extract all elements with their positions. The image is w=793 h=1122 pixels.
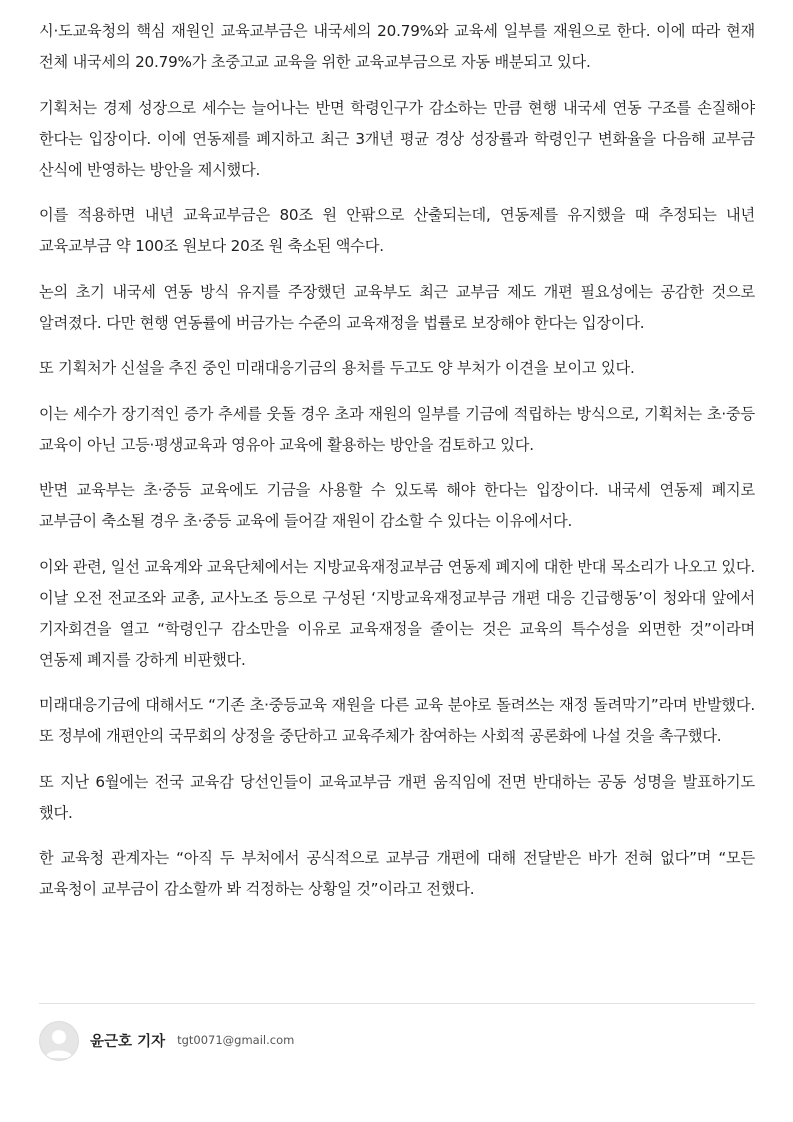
byline-divider <box>39 1003 755 1004</box>
article-paragraph: 시·도교육청의 핵심 재원인 교육교부금은 내국세의 20.79%와 교육세 일부를 재원으로 한다. 이에 따라 현재 전체 내국세의 20.79%가 초중고교 교육을 위한 교육교부금으로 자동 배분되고 있다. <box>39 22 755 71</box>
article-paragraph: 이를 적용하면 내년 교육교부금은 80조 원 안팎으로 산출되는데, 연동제를 유지했을 때 추정되는 내년 교육교부금 약 100조 원보다 20조 원 축소된 액수다. <box>39 206 755 255</box>
article-paragraph: 또 기획처가 신설을 추진 중인 미래대응기금의 용처를 두고도 양 부처가 이견을 보이고 있다. <box>39 359 635 377</box>
article-body <box>39 16 755 920</box>
article-paragraph: 이는 세수가 장기적인 증가 추세를 웃돌 경우 초과 재원의 일부를 기금에 적립하는 방식으로, 기획처는 초·중등 교육이 아닌 고등·평생교육과 영유아 교육에 활용하는 방안을 검토하고 있다. <box>39 404 755 454</box>
article-paragraph: 또 지난 6월에는 전국 교육감 당선인들이 교육교부금 개편 움직임에 전면 반대하는 공동 성명을 발표하기도 했다. <box>39 772 755 822</box>
article-paragraph: 한 교육청 관계자는 “아직 두 부처에서 공식적으로 교부금 개편에 대해 전달받은 바가 전혀 없다”며 “모든 교육청이 교부금이 감소할까 봐 걱정하는 상황일 것”이라고 전했다. <box>39 849 755 898</box>
reporter-name[interactable]: 윤근호 기자 <box>90 1033 166 1050</box>
article-paragraph: 반면 교육부는 초·중등 교육에도 기금을 사용할 수 있도록 해야 한다는 입장이다. 내국세 연동제 폐지로 교부금이 축소될 경우 초·중등 교육에 들어갈 재원이 감소할 수 있다는 이유에서다. <box>39 481 755 530</box>
article-paragraph: 미래대응기금에 대해서도 “기존 초·중등교육 재원을 다른 교육 분야로 돌려쓰는 재정 돌려막기”라며 반발했다. 또 정부에 개편안의 국무회의 상정을 중단하고 교육주체가 참여하는 사회적 공론화에 나설 것을 촉구했다. <box>39 696 755 745</box>
article-paragraph: 기획처는 경제 성장으로 세수는 늘어나는 반면 학령인구가 감소하는 만큼 현행 내국세 연동 구조를 손질해야 한다는 입장이다. 이에 연동제를 폐지하고 최근 3개년 평균 경상 성장률과 학령인구 변화율을 다음해 교부금 산식에 반영하는 방안을 제시했다. <box>39 98 755 179</box>
article-paragraph: 논의 초기 내국세 연동 방식 유지를 주장했던 교육부도 최근 교부금 제도 개편 필요성에는 공감한 것으로 알려졌다. 다만 현행 연동률에 버금가는 수준의 교육재정을 법률로 보장해야 한다는 입장이다. <box>39 282 755 332</box>
reporter-email[interactable]: tgt0071@gmail.com <box>177 1033 295 1047</box>
default-user-avatar-icon[interactable] <box>39 1021 79 1061</box>
article-paragraph: 이와 관련, 일선 교육계와 교육단체에서는 지방교육재정교부금 연동제 폐지에 대한 반대 목소리가 나오고 있다. 이날 오전 전교조와 교총, 교사노조 등으로 구성된 ‘지방교육재정교부금 개편 대응 긴급행동’이 청와대 앞에서 기자회견을 열고 “학령인구 감소만을 이유로 교육재정을 줄이는 것은 교육의 특수성을 외면한 것”이라며 연동제 폐지를 강하게 비판했다. <box>39 557 755 669</box>
reporter-byline <box>39 1021 294 1061</box>
